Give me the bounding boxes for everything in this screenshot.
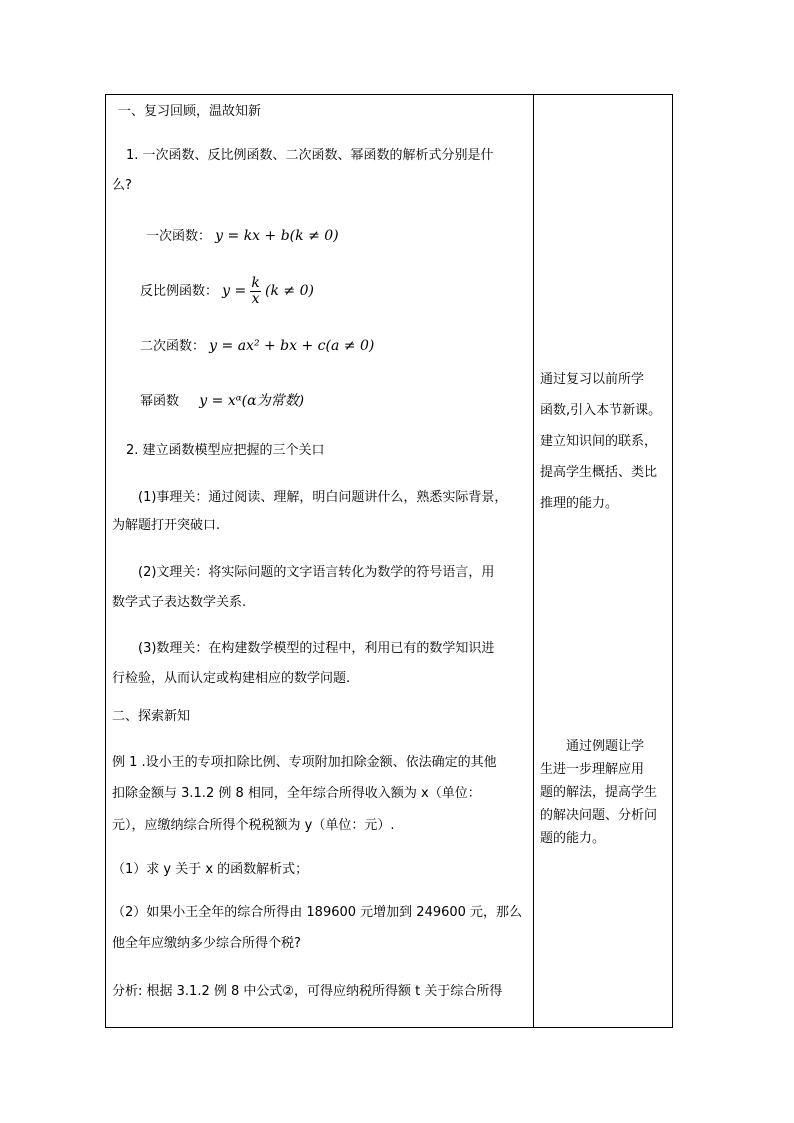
section1-title: 一、复习回顾，温故知新 [118,104,262,119]
subquestion1: （1）求 y 关于 x 的函数解析式； [112,862,309,877]
inverse-fraction [250,276,260,307]
column-divider [533,94,534,1028]
inverse-label: 反比例函数： [140,284,219,299]
question1 [126,148,494,164]
point2-line1: (2)文理关：将实际问题的文字语言转化为数学的符号语言，用 [138,565,495,580]
subquestion2-line2: 他全年应缴纳多少综合所得个税? [112,936,301,951]
note1-line2: 函数,引入本节新课。 [540,403,662,418]
point3-line2: 行检验，从而认定或构建相应的数学问题. [112,671,351,686]
note2-line2: 生进一步理解应用 [540,762,645,777]
quadratic-label: 二次函数： [140,339,206,354]
power-formula: y = xᵅ(α为常数) [199,393,305,409]
note2-line1: 通过例题让学 [566,739,645,754]
section2-title: 二、探索新知 [112,709,191,724]
quadratic-formula: y = ax² + bx + c(a ≠ 0) [209,338,375,354]
linear-function [146,228,339,245]
example1-line2: 扣除金额与 3.1.2 例 8 相同，全年综合所得收入额为 x（单位： [112,786,481,801]
note1-line4: 提高学生概括、类比 [540,465,658,480]
note1-line1: 通过复习以前所学 [540,372,645,387]
question2: 2. 建立函数模型应把握的三个关口 [126,443,325,458]
point1-line2: 为解题打开突破口. [112,518,221,533]
power-label: 幂函数 [140,394,180,409]
note1-line5: 推理的能力。 [540,496,619,511]
inverse-tail: (k ≠ 0) [265,283,314,299]
point1-line1: (1)事理关：通过阅读、理解，明白问题讲什么，熟悉实际背景， [138,490,508,505]
inverse-lhs: y = [222,283,247,299]
inverse-numerator: k [251,275,260,291]
note2-line3: 题的解法，提高学生 [540,785,658,800]
note2-line5: 题的能力。 [540,831,606,846]
question1-text: 1. 一次函数、反比例函数、二次函数、幂函数的解析式分别是什 [126,148,494,163]
linear-formula: y = kx + b(k ≠ 0) [215,228,339,244]
subquestion2-line1: （2）如果小王全年的综合所得由 189600 元增加到 249600 元，那么 [112,905,523,920]
quadratic-function [140,338,374,355]
point3-line1: (3)数理关：在构建数学模型的过程中，利用已有的数学知识进 [138,641,495,656]
inverse-denominator: x [251,291,260,307]
note1-line3: 建立知识间的联系， [540,434,658,449]
example1-line1: 例 1 .设小王的专项扣除比例、专项附加扣除金额、依法确定的其他 [112,755,497,770]
example1-line3: 元），应缴纳综合所得个税税额为 y（单位：元）. [112,818,395,833]
power-function [140,393,304,410]
analysis: 分析: 根据 3.1.2 例 8 中公式②，可得应纳税所得额 t 关于综合所得 [112,984,503,999]
point2-line2: 数学式子表达数学关系. [112,595,247,610]
linear-label: 一次函数： [146,229,212,244]
question1-line2: 么? [112,178,132,193]
note2-line4: 的解决问题、分析问 [540,808,658,823]
inverse-function [140,273,314,310]
